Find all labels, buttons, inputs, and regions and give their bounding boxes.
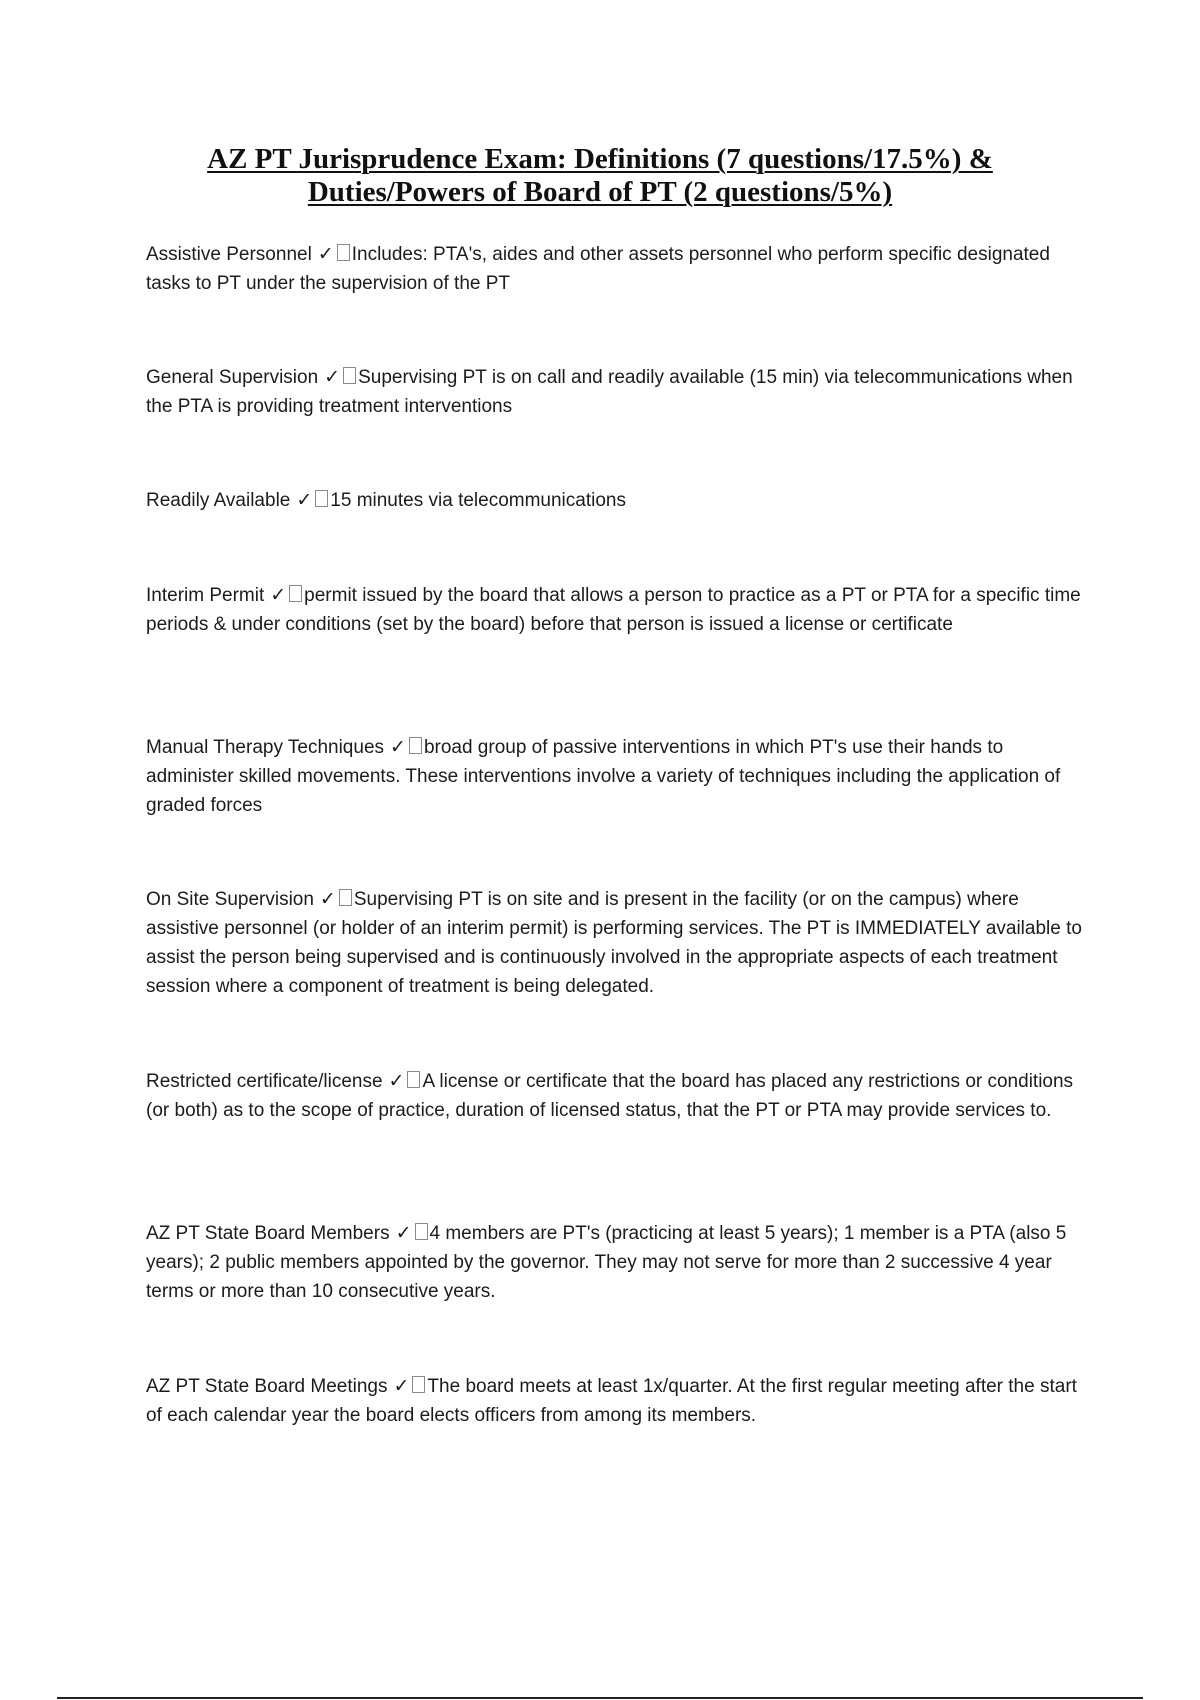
box-icon	[339, 889, 352, 906]
definition-text: 4 members are PT's (practicing at least 5 years); 1 member is a PTA (also 5 years); 2 public members appointed by the governor. They may not serve for more than 2 successive 4 year terms or more than 10 consecutive years.	[146, 1223, 1067, 1302]
definition-text: A license or certificate that the board has placed any restrictions or conditions (or both) as to the scope of practice, duration of licensed status, that the PT or PTA may provide services to.	[146, 1071, 1074, 1121]
box-icon	[343, 367, 356, 384]
definition-term: AZ PT State Board Meetings	[146, 1376, 388, 1397]
check-icon: ✓	[296, 490, 313, 511]
box-icon	[315, 490, 328, 507]
definition-entry	[146, 1067, 1091, 1125]
box-icon	[409, 737, 422, 754]
footer-divider	[57, 1697, 1143, 1699]
definition-text: permit issued by the board that allows a person to practice as a PT or PTA for a specific time periods & under conditions (set by the board) before that person is issued a license or certificate	[146, 585, 1081, 635]
box-icon	[407, 1071, 420, 1088]
definition-term: General Supervision	[146, 367, 319, 388]
definition-entry	[146, 733, 1091, 820]
box-icon	[412, 1376, 425, 1393]
definition-text: The board meets at least 1x/quarter. At the first regular meeting after the start of each calendar year the board elects officers from among its members.	[146, 1376, 1077, 1426]
check-icon: ✓	[395, 1223, 412, 1244]
definition-term: Interim Permit	[146, 585, 265, 606]
definition-entry	[146, 1372, 1091, 1430]
check-icon: ✓	[388, 1071, 405, 1092]
check-icon: ✓	[270, 585, 287, 606]
check-icon: ✓	[393, 1376, 410, 1397]
check-icon: ✓	[324, 367, 341, 388]
page-title	[130, 143, 1070, 209]
title-line-2: Duties/Powers of Board of PT (2 questions/5%)	[307, 176, 893, 208]
definition-text: Supervising PT is on call and readily available (15 min) via telecommunications when the PTA is providing treatment interventions	[146, 367, 1073, 417]
definition-term: On Site Supervision	[146, 889, 314, 910]
box-icon	[415, 1223, 428, 1240]
check-icon: ✓	[317, 244, 334, 265]
check-icon: ✓	[319, 889, 336, 910]
box-icon	[289, 585, 302, 602]
definition-text: broad group of passive interventions in which PT's use their hands to administer skilled movements. These interventions involve a variety of techniques including the application of graded forces	[146, 737, 1061, 816]
definition-entry	[146, 363, 1091, 421]
title-line-1: AZ PT Jurisprudence Exam: Definitions (7 questions/17.5%) &	[207, 143, 993, 175]
definition-entry	[146, 240, 1091, 298]
check-icon: ✓	[390, 737, 406, 758]
definition-entry	[146, 1219, 1091, 1306]
definition-text: Supervising PT is on site and is present in the facility (or on the campus) where assistive personnel (or holder of an interim permit) is performing services. The PT is IMMEDIATELY available to assist the person being supervised and is continuously involved in the appropriate aspects of each treatment session where a component of treatment is being delegated.	[146, 889, 1082, 997]
definition-text: Includes: PTA's, aides and other assets personnel who perform specific designated tasks to PT under the supervision of the PT	[146, 244, 1050, 294]
definition-entry	[146, 885, 1091, 1001]
definition-term: Manual Therapy Techniques	[146, 737, 385, 758]
definition-term: AZ PT State Board Members	[146, 1223, 390, 1244]
definition-term: Assistive Personnel	[146, 244, 312, 265]
definition-entry	[146, 486, 1091, 515]
definition-term: Restricted certificate/license	[146, 1071, 383, 1092]
definition-entry	[146, 581, 1091, 639]
definition-text: 15 minutes via telecommunications	[330, 490, 626, 511]
box-icon	[337, 244, 350, 261]
definition-term: Readily Available	[146, 490, 291, 511]
